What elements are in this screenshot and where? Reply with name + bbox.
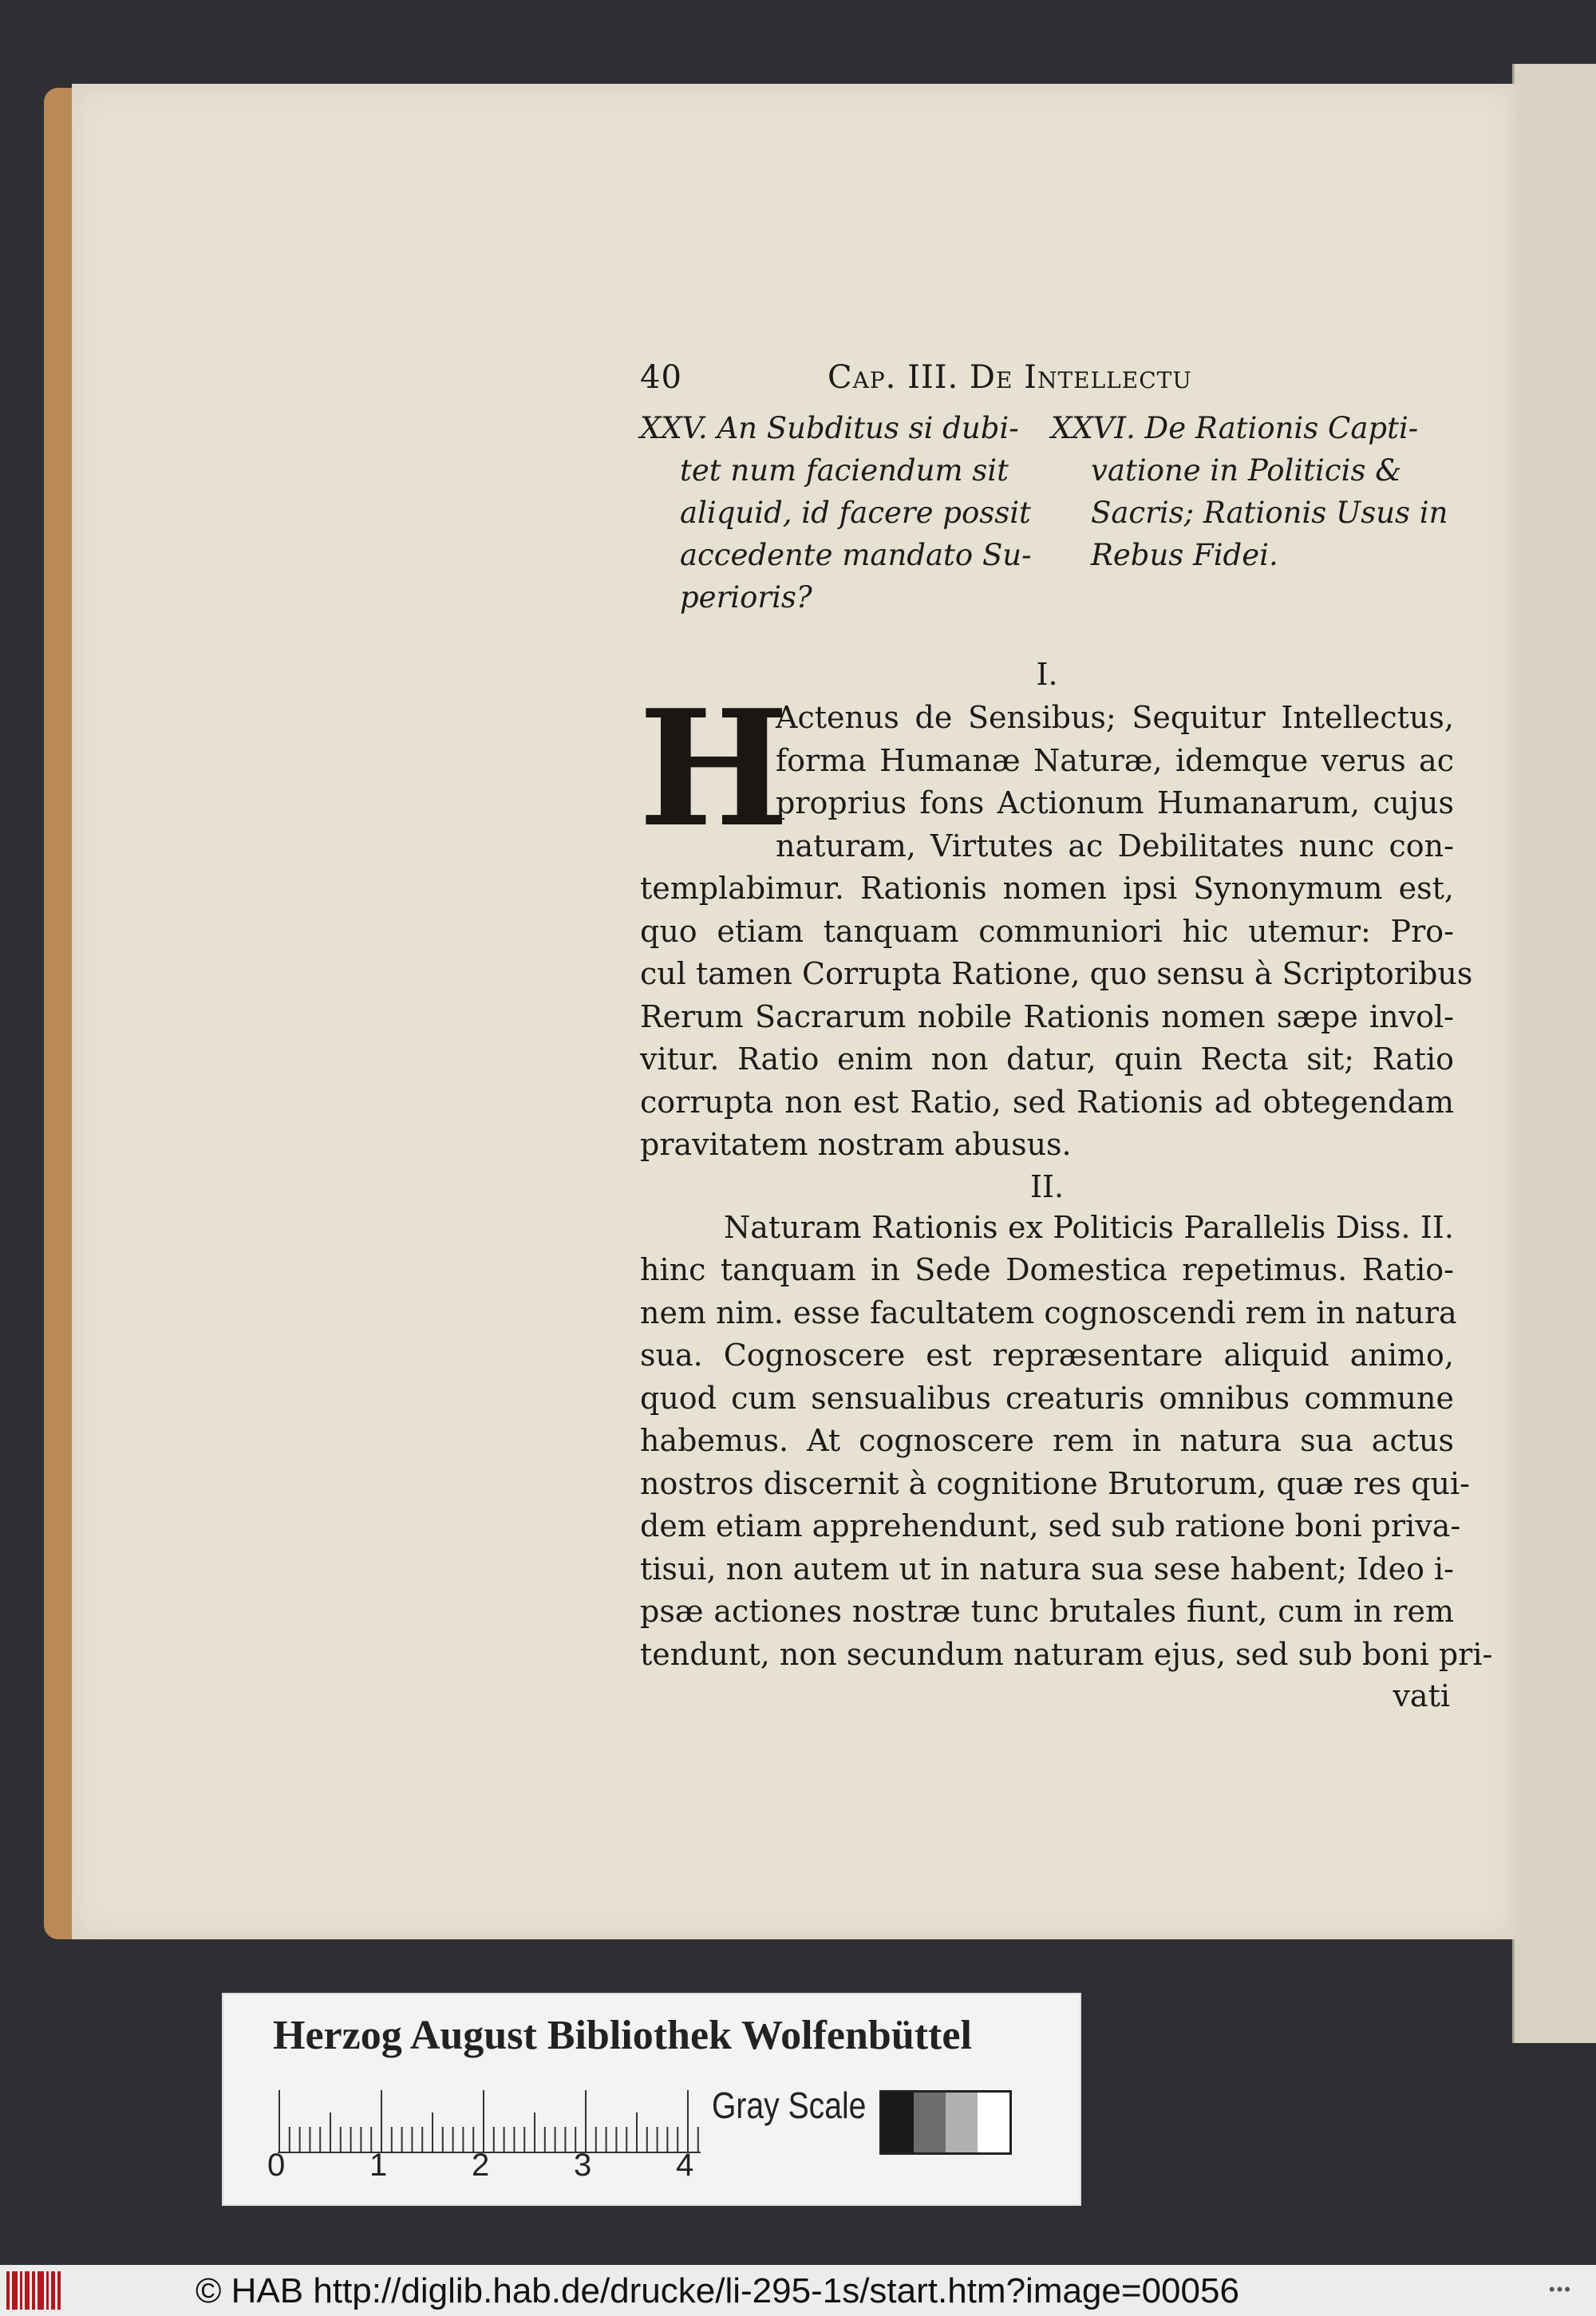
page-number: 40 [640,359,682,396]
section-2-paragraph [640,1207,1493,1717]
text-line: Rerum Sacrarum nobile Rationis nomen sæpe invol- [640,998,1454,1034]
summary-line: XXV. An Subditus si dubi- [640,411,1019,445]
more-icon[interactable]: ••• [1548,2279,1572,2299]
viewer-footer [0,2265,1596,2316]
hab-logo-icon [6,2271,64,2310]
summary-line: aliquid, id facere possit [680,496,1031,530]
summary-line: tet num faciendum sit [680,453,1009,488]
text-line: hinc tanquam in Sede Domestica repetimus. Ratio- [640,1252,1454,1287]
gray-swatch [914,2093,946,2152]
summary-right-column [1051,407,1454,576]
summary-line: perioris? [680,580,812,615]
text-line: pravitatem nostram abusus. [640,1127,1072,1162]
text-line: cul tamen Corrupta Ratione, quo sensu à Scriptoribus [640,956,1473,991]
text-line: tisui, non autem ut in natura sua sese habent; Ideo i- [640,1551,1455,1587]
text-line: quod cum sensualibus creaturis omnibus commune [640,1380,1454,1416]
text-line: vitur. Ratio enim non datur, quin Recta sit; Ratio [640,1041,1454,1077]
text-line: sua. Cognoscere est repræsentare aliquid animo, [640,1338,1454,1373]
gray-scale-swatches [879,2090,1012,2155]
section-number: I. [1036,657,1058,692]
text-line: dem etiam apprehendunt, sed sub ratione boni priva- [640,1508,1461,1543]
source-url[interactable]: © HAB http://diglib.hab.de/drucke/li-295-1s/start.htm?image=00056 [196,2271,1239,2310]
summary-line: accedente mandato Su- [680,538,1032,572]
text-line: nostros discernit à cognitione Brutorum, quæ res qui- [640,1465,1470,1501]
text-line: tendunt, non secundum naturam ejus, sed sub boni pri- [640,1636,1493,1672]
running-head [640,359,1454,407]
gray-swatch [978,2093,1009,2152]
ruler-number: 0 [267,2148,286,2183]
facing-page-edge [1512,64,1596,2043]
text-line: nem nim. esse facultatem cognoscendi rem in natura [640,1294,1457,1330]
text-line: templabimur. Rationis nomen ipsi Synonymum est, [640,871,1454,906]
text-line: forma Humanæ Naturæ, idemque verus ac [776,742,1454,778]
summary-line: vatione in Politicis & [1091,453,1402,488]
catchword: vati [1393,1678,1450,1713]
text-line: psæ actiones nostræ tunc brutales fiunt, cum in rem [640,1594,1454,1629]
chapter-title: Cap. III. De Intellectu [828,359,1192,396]
text-line: naturam, Virtutes ac Debilitates nunc con- [776,828,1454,864]
gray-scale-label: Gray Scale [712,2085,867,2126]
gray-swatch [882,2093,914,2152]
ruler-number: 4 [676,2148,694,2183]
text-line: quo etiam tanquam communiori hic utemur: Pro- [640,913,1454,949]
summary-left-column [640,407,1055,619]
ruler-number: 3 [574,2148,592,2183]
text-line: habemus. At cognoscere rem in natura sua actus [640,1423,1454,1458]
section-1-paragraph [638,675,1473,1167]
ruler-number: 2 [472,2148,490,2183]
ruler-number: 1 [369,2148,388,2183]
text-line: Actenus de Sensibus; Sequitur Intellectus, [776,700,1454,735]
text-line: proprius fons Actionum Humanarum, cujus [776,785,1454,820]
scale-ruler [278,2090,701,2154]
text-line: Naturam Rationis ex Politicis Parallelis Diss. II. [724,1209,1454,1245]
book-page [72,84,1516,1939]
section-number: II. [1029,1168,1065,1204]
summary-line: XXVI. De Rationis Capti- [1051,411,1419,445]
library-name: Herzog August Bibliothek Wolfenbüttel [273,2013,972,2058]
text-line: corrupta non est Ratio, sed Rationis ad obtegendam [640,1084,1454,1120]
library-label-card [222,1993,1081,2206]
gray-swatch [946,2093,978,2152]
summary-line: Rebus Fidei. [1091,538,1278,572]
chapter-summary [640,407,1454,646]
ruler-ticks [278,2090,701,2154]
text-block [638,359,1493,1716]
summary-line: Sacris; Rationis Usus in [1091,496,1448,530]
drop-capital: H [638,675,789,863]
